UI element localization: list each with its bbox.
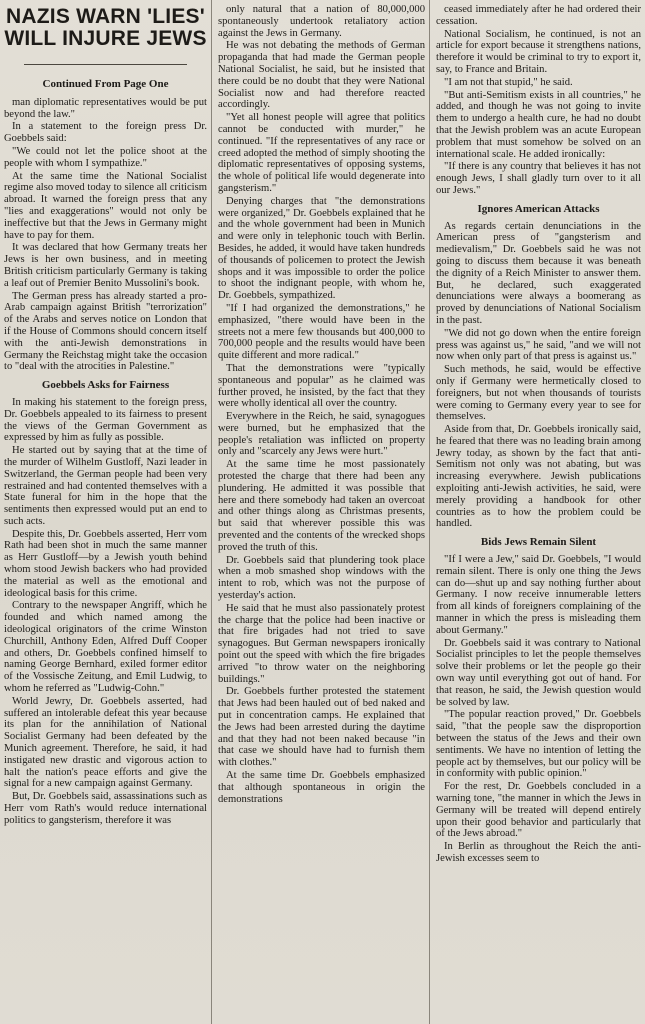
paragraph: For the rest, Dr. Goebbels concluded in a warning tone, "the manner in which the Jews in Germany will be treated will depend entirely upon their good behavior and particularly that of the Jews abroad." (436, 781, 641, 840)
paragraph: "If there is any country that believes it has not enough Jews, I shall gladly turn over to it all our Jews." (436, 161, 641, 196)
paragraph: At the same time he most passionately protested the charge that there had been any plundering. He admitted it was possible that here and there somebody had taken an overcoat and other things along as Christmas presents, but said that wherever possible this was prevented and the contents of the wrecked shops proved the truth of this. (218, 459, 425, 553)
paragraph: He started out by saying that at the time of the murder of Wilhelm Gustloff, Nazi leader in Switzerland, the German people had been very restrained and had contented themselves with a State funeral for him in the hope that the sentiments then expressed would put an end to such acts. (4, 445, 207, 527)
paragraph: At the same time Dr. Goebbels emphasized that although spontaneous in origin the demonstrations (218, 770, 425, 805)
paragraph: Dr. Goebbels further protested the statement that Jews had been hauled out of bed naked and put in concentration camps. He explained that the Jews had been arrested during the daytime and that they had not been naked because "in that case we should have had to furnish them with clothes." (218, 686, 425, 769)
paragraph: only natural that a nation of 80,000,000 spontaneously undertook retaliatory action against the Jews in Germany. (218, 4, 425, 39)
paragraph: "We did not go down when the entire foreign press was against us," he said, "and we will not now when only part of that press is against us." (436, 327, 641, 363)
paragraph: "If I were a Jew," said Dr. Goebbels, "I would remain silent. There is only one thing the Jews can do—shut up and say nothing further about Germany. I now receive innumerable letters from all kinds of foreigners complaining of the manner in which the press is misleading them about Germany." (436, 554, 641, 636)
paragraph: Dr. Goebbels said it was contrary to National Socialist principles to let the people themselves solve their problems or let the people go their own way until everything got out of hand. For that reason, he said, the Jewish question would be solved by law. (436, 637, 641, 708)
headline-line-2: WILL INJURE JEWS (4, 27, 207, 50)
paragraph: National Socialism, he continued, is not an article for export because it strengthens nations, therefore it would be criminal to try to export it, say, to France and Britain. (436, 28, 641, 75)
col1-block2 (4, 397, 207, 827)
paragraph: Denying charges that "the demonstrations were organized," Dr. Goebbels explained that he and the whole government had been in Munich and were only in telephonic touch with Berlin. Besides, he added, it would have taken hundreds of thousands of policemen to protect the Jewish shops and it was impossible to order the police to shoot the indignant people, with whom he, Dr. Goebbels, sympathized. (218, 195, 425, 302)
continued-line: Continued From Page One (42, 78, 169, 90)
paragraph: "But anti-Semitism exists in all countries," he added, and though he was not going to invite them to undergo a health cure, he had no doubt that the Jewish problem was an acute European problem that must somehow be solved on an international scale. He added ironically: (436, 89, 641, 160)
paragraph: In making his statement to the foreign press, Dr. Goebbels appealed to its fairness to present the views of the German Government as expressed by him as fully as possible. (4, 396, 207, 444)
paragraph: "If I had organized the demonstrations," he emphasized, "there would have been in the streets not a mere few thousands but 400,000 to 700,000 people and the results would have been quite different and more radical." (218, 302, 425, 362)
paragraph: It was declared that how Germany treats her Jews is her own business, and in meeting British criticism particularly Germany is taking a leaf out of Premier Benito Mussolini's book. (4, 242, 207, 289)
paragraph: World Jewry, Dr. Goebbels asserted, had suffered an intolerable defeat this year because its plan for the annihilation of National Socialist Germany had been defeated by the Munich agreement. Therefore, he said, it had instigated new drastic and vigorous action to halt the nation's peace efforts and give the signal for a new campaign against Germany. (4, 695, 207, 790)
paragraph: At the same time the National Socialist regime also moved today to silence all criticism abroad. It warned the foreign press that any "lies and exaggerations" would not only be ineffective but that the Jews in Germany might have to pay for them. (4, 170, 207, 241)
paragraph: He was not debating the methods of German propaganda that had made the German people National Socialist, he said, but he insisted that there could be no doubt that they were National Socialist now and had therefore reacted accordingly. (218, 40, 425, 111)
paragraph: He said that he must also passionately protest the charge that the police had been inactive or that fire brigades had not tried to save synagogues. But German newspapers ironically point out the speed with which the fire brigades arrived "to throw water on the neighboring buildings." (218, 602, 425, 685)
paragraph: That the demonstrations were "typically spontaneous and popular" as he claimed was further proved, he insisted, by the fact that they were wholly identical all over the country. (218, 362, 425, 410)
headline-rule (24, 64, 187, 65)
paragraph: In a statement to the foreign press Dr. Goebbels said: (4, 121, 207, 145)
col1-block1 (4, 97, 207, 373)
paragraph: As regards certain denunciations in the American press of "gangsterism and medievalism," Dr. Goebbels said he was not going to discuss them because it was beneath the dignity of a Reich Minister to answer them. But, he declared, such exaggerated denunciations were always a boomerang as proved by denunciations of National Socialism in the past. (436, 220, 641, 326)
paragraph: In Berlin as throughout the Reich the anti-Jewish excesses seem to (436, 841, 641, 864)
paragraph: Despite this, Dr. Goebbels asserted, Herr vom Rath had been shot in much the same manner as Herr Gustloff—by a Jewish youth behind whom stood Jewish backers who had provided the material as well as the emotional and ideological basis for this crime. (4, 528, 207, 599)
paragraph: ceased immediately after he had ordered their cessation. (436, 4, 641, 27)
paragraph: "I am not that stupid," he said. (444, 76, 573, 88)
paragraph: "The popular reaction proved," Dr. Goebbels said, "that the people saw the disproportion between the status of the Jews and their own sentiments. We have no intention of letting the people act by themselves, but our policy will be in conformity with public opinion." (436, 709, 641, 780)
paragraph: man diplomatic representatives would be put beyond the law." (4, 96, 207, 120)
headline-line-1: NAZIS WARN 'LIES' (6, 5, 205, 28)
paragraph: Dr. Goebbels said that plundering took place when a mob smashed shop windows with the intent to rob, which was not the purpose of yesterday's action. (218, 554, 425, 602)
paragraph: "Yet all honest people will agree that politics cannot be conducted with murder," he continued. "If the representatives of any race or creed adopted the method of simply shooting the diplomatic representatives of opposing systems, the whole of political life would degenerate into gangsterism." (218, 112, 425, 194)
paragraph: The German press has already started a pro-Arab campaign against British "terrorization" of the Arabs and serves notice on London that if the House of Commons should concern itself with the anti-Jewish demonstrations in Germany the Reichstag might take the occasion to "deal with the atrocities in Palestine." (4, 290, 207, 373)
subhead-bids-jews-remain-silent: Bids Jews Remain Silent (480, 536, 597, 549)
paragraph: Such methods, he said, would be effective only if Germany were hermetically closed to foreigners, but not when thousands of tourists were coming to Germany every year to see for themselves. (436, 364, 641, 423)
paragraph: Everywhere in the Reich, he said, synagogues were burned, but he emphasized that the people's retaliation was inflicted on property only and "scarcely any Jews were hurt." (218, 411, 425, 458)
column-2 (214, 0, 430, 1024)
column-3 (432, 0, 645, 1024)
headline (4, 6, 207, 50)
paragraph: But, Dr. Goebbels said, assassinations such as Herr vom Rath's would reduce international politics to gangsterism, therefore it was (4, 791, 207, 826)
column-1 (0, 0, 212, 1024)
subhead-goebbels-fairness: Goebbels Asks for Fairness (41, 379, 170, 392)
paragraph: "We could not let the police shoot at the people with whom I sympathize." (4, 145, 207, 169)
subhead-ignores-american-attacks: Ignores American Attacks (477, 202, 600, 215)
paragraph: Aside from that, Dr. Goebbels ironically said, he feared that there was no leading brain among Jewry today, as shown by the fact that anti-Semitism not only was not abating, but was increasing everywhere. Jewish publications exploiting anti-Jewish activities, he said, were merely providing a handbook for other countries as to how the problem could be handled. (436, 424, 641, 530)
paragraph: Contrary to the newspaper Angriff, which he founded and which named among the ideological originators of the crime Winston Churchill, Anthony Eden, Alfred Duff Cooper and others, Dr. Goebbels confined himself to naming George Bernhard, exiled former editor of the Vossische Zeitung, and Emil Ludwig, to whom he referred as "Ludwig-Cohn." (4, 600, 207, 695)
